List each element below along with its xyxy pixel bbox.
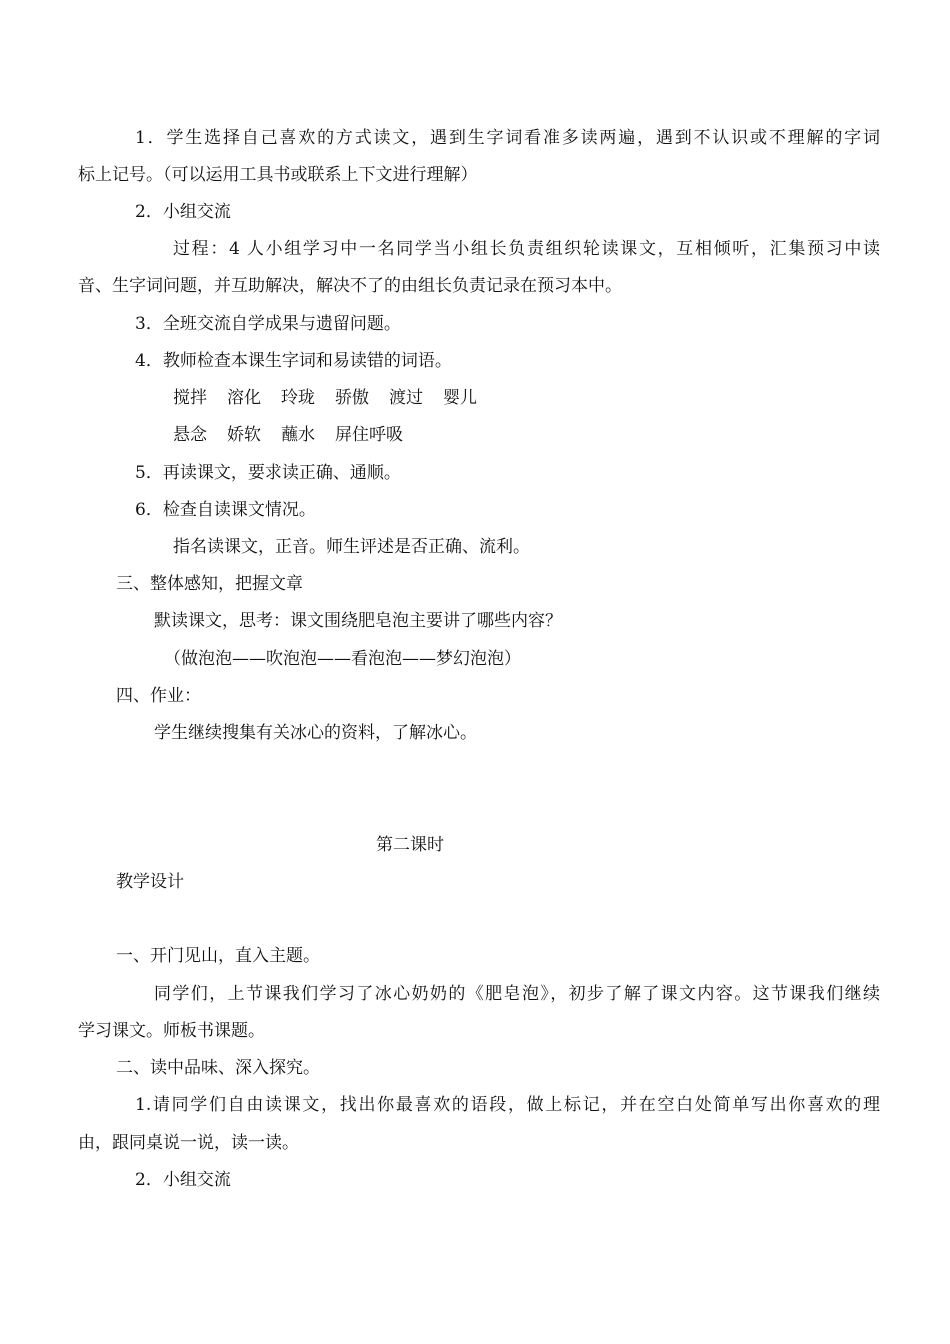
vocab-word: 骄傲 bbox=[335, 388, 369, 408]
vocab-word: 悬念 bbox=[173, 425, 207, 445]
paragraph-2-line-2: 音、生字词问题，并互助解决，解决不了的由组长负责记录在预习本中。 bbox=[78, 276, 622, 296]
vocab-word: 蘸水 bbox=[281, 425, 315, 445]
section-3-line-2: （做泡泡——吹泡泡——看泡泡——梦幻泡泡） bbox=[164, 649, 521, 669]
vocab-word: 娇软 bbox=[227, 425, 261, 445]
vocab-word: 渡过 bbox=[389, 388, 423, 408]
paragraph-6-detail: 指名读课文，正音。师生评述是否正确、流利。 bbox=[173, 537, 530, 557]
paragraph-5: 5．再读课文，要求读正确、通顺。 bbox=[135, 463, 401, 483]
paragraph-3: 3．全班交流自学成果与遗留问题。 bbox=[135, 314, 401, 334]
vocab-word: 屏住呼吸 bbox=[335, 425, 403, 445]
paragraph-4: 4．教师检查本课生字词和易读错的词语。 bbox=[135, 351, 452, 371]
vocab-word: 婴儿 bbox=[443, 388, 477, 408]
paragraph-6: 6．检查自读课文情况。 bbox=[135, 500, 316, 520]
lesson-2-title: 第二课时 bbox=[376, 835, 444, 855]
vocab-row-1 bbox=[173, 387, 497, 409]
lesson-2-section-1-line-2: 学习课文。师板书课题。 bbox=[78, 1021, 265, 1041]
section-3-heading: 三、整体感知，把握文章 bbox=[116, 574, 303, 594]
vocab-word: 搅拌 bbox=[173, 388, 207, 408]
vocab-row-2 bbox=[173, 424, 423, 446]
lesson-2-section-2-item-1-line-1: 1.请同学们自由读课文，找出你最喜欢的语段，做上标记，并在空白处简单写出你喜欢的理 bbox=[135, 1095, 880, 1115]
section-4-heading: 四、作业： bbox=[116, 686, 201, 706]
lesson-2-subtitle: 教学设计 bbox=[116, 872, 184, 892]
section-3-line-1: 默读课文，思考：课文围绕肥皂泡主要讲了哪些内容？ bbox=[154, 611, 562, 631]
lesson-2-section-2-heading: 二、读中品味、深入探究。 bbox=[116, 1058, 320, 1078]
lesson-2-section-1-heading: 一、开门见山，直入主题。 bbox=[116, 946, 320, 966]
paragraph-2-heading: 2．小组交流 bbox=[135, 202, 231, 222]
paragraph-1-line-2: 标上记号。（可以运用工具书或联系上下文进行理解） bbox=[78, 165, 478, 185]
section-4-line-1: 学生继续搜集有关冰心的资料，了解冰心。 bbox=[154, 723, 477, 743]
vocab-word: 溶化 bbox=[227, 388, 261, 408]
paragraph-1-line-1: 1．学生选择自己喜欢的方式读文，遇到生字词看准多读两遍，遇到不认识或不理解的字词 bbox=[135, 128, 880, 148]
lesson-2-section-2-item-2: 2．小组交流 bbox=[135, 1170, 231, 1190]
lesson-2-section-2-item-1-line-2: 由，跟同桌说一说，读一读。 bbox=[78, 1133, 299, 1153]
paragraph-2-line-1: 过程：4 人小组学习中一名同学当小组长负责组织轮读课文，互相倾听，汇集预习中读 bbox=[173, 239, 880, 259]
lesson-2-section-1-line-1: 同学们，上节课我们学习了冰心奶奶的《肥皂泡》，初步了解了课文内容。这节课我们继续 bbox=[154, 984, 880, 1004]
vocab-word: 玲珑 bbox=[281, 388, 315, 408]
